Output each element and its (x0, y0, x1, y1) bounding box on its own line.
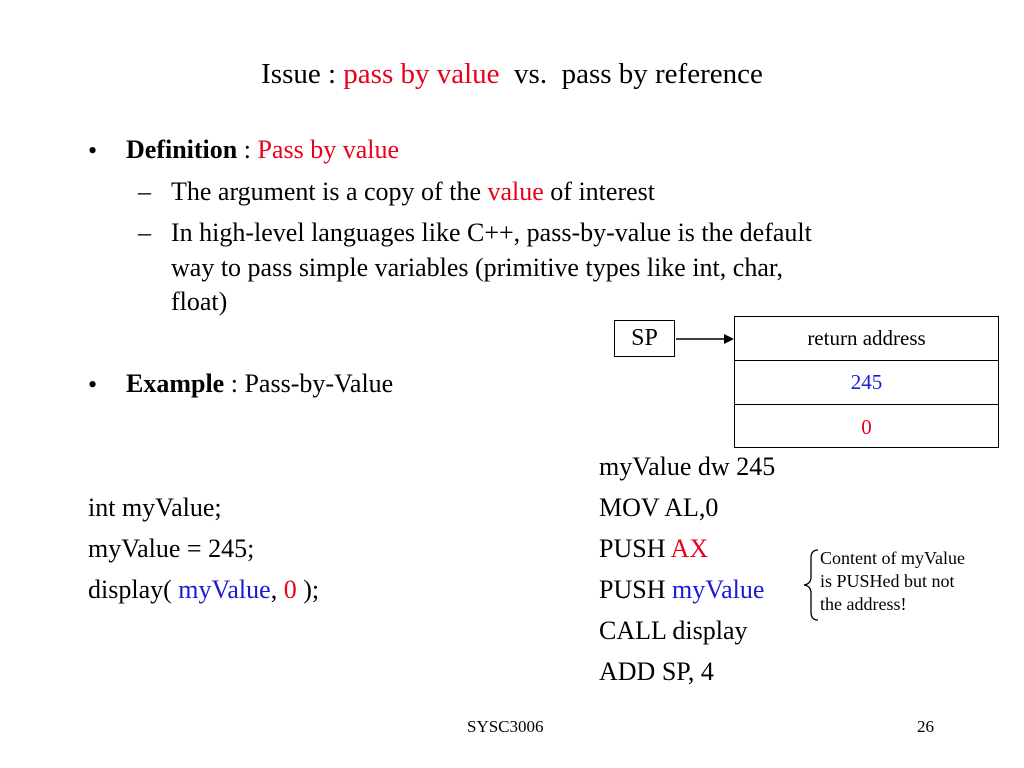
subitem-2-line1: In high-level languages like C++, pass-by-value is the default (171, 218, 812, 247)
subitem-1-suffix: of interest (543, 177, 655, 206)
title-highlight: pass by value (343, 58, 500, 90)
subitem-2-line3: float) (171, 287, 228, 316)
cpp-line-2: myValue = 245; (88, 534, 255, 563)
sub-dash: – (138, 218, 151, 247)
asm-push-ax: AX (670, 534, 709, 563)
footer-course: SYSC3006 (467, 717, 544, 736)
subitem-1-highlight: value (487, 177, 544, 206)
definition-line (126, 135, 399, 165)
stack-pointer-arrow (676, 330, 736, 348)
example-label: Example (126, 369, 225, 398)
stack-cell-return-address: return address (735, 317, 998, 361)
cpp-line-1: int myValue; (88, 493, 222, 522)
asm-line-2: MOV AL,0 (599, 493, 719, 522)
stack-cell-245: 245 (735, 361, 998, 405)
definition-label: Definition (126, 135, 238, 164)
example-rest: : Pass-by-Value (224, 369, 394, 398)
stack-cell-0: 0 (861, 414, 872, 439)
sub-dash: – (138, 177, 151, 206)
asm-line-6: ADD SP, 4 (599, 657, 714, 686)
example-line (126, 369, 393, 399)
stack-pointer-label (614, 320, 675, 357)
annotation-brace (802, 548, 822, 622)
cpp-arg-myvalue: myValue (178, 575, 271, 604)
cpp-arg-zero: 0 (283, 575, 297, 604)
title-suffix: vs. pass by reference (499, 58, 763, 90)
asm-push-op: PUSH (599, 534, 671, 563)
title-prefix: Issue : (261, 58, 344, 90)
footer-page-number: 26 (917, 717, 934, 736)
subitem-2-line2: way to pass simple variables (primitive types like int, char, (171, 253, 783, 282)
cpp-call-prefix: display( (88, 575, 179, 604)
cpp-comma: , (270, 575, 284, 604)
sp-text: SP (631, 325, 658, 351)
asm-push-op: PUSH (599, 575, 672, 604)
definition-value: Pass by value (257, 135, 400, 164)
bullet-dot: • (88, 370, 98, 399)
asm-push-myvalue: myValue (671, 575, 765, 604)
asm-line-3 (599, 534, 708, 564)
annotation-note: Content of myValue is PUSHed but not the address! (820, 548, 965, 614)
slide-title (0, 58, 1024, 91)
subitem-1 (171, 177, 655, 207)
asm-line-4 (599, 575, 764, 605)
definition-sep: : (237, 135, 258, 164)
asm-line-1: myValue dw 245 (599, 452, 776, 481)
stack-diagram (734, 316, 999, 448)
subitem-1-prefix: The argument is a copy of the (171, 177, 488, 206)
asm-line-5: CALL display (599, 616, 748, 645)
cpp-line-3 (88, 575, 319, 605)
cpp-call-suffix: ); (296, 575, 320, 604)
bullet-dot: • (88, 136, 98, 165)
